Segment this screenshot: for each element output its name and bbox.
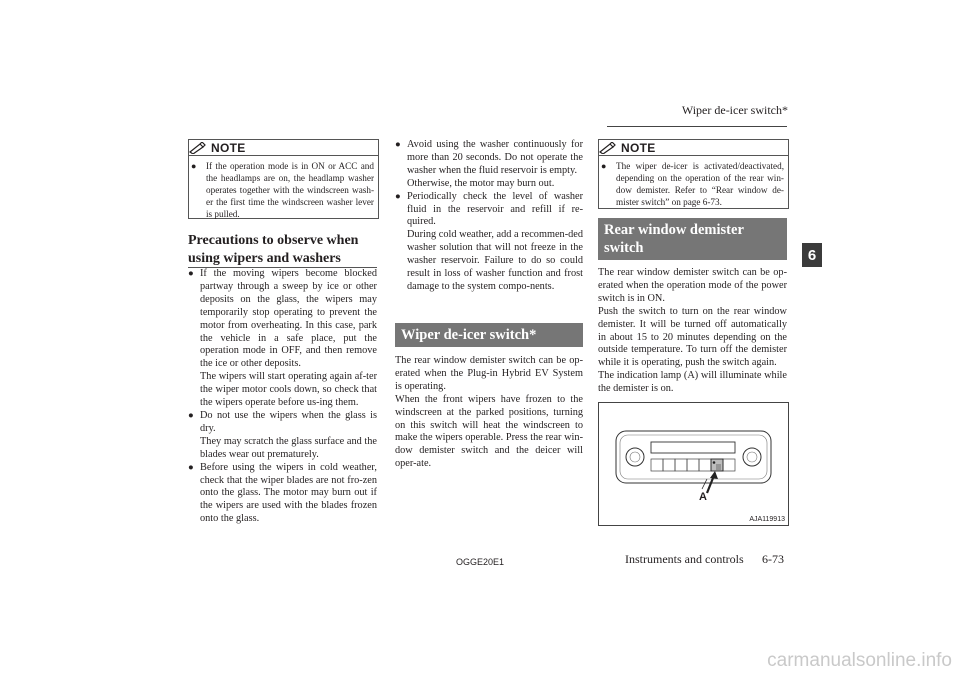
note-box [188,139,379,219]
note-label: NOTE [621,140,656,155]
paragraph: When the front wipers have frozen to the windscreen at the parked positions, turning on this switch will heat the windscreen to make the wipers operable. Press the rear win-dow demister switch and the deicer will oper-ate. [395,393,583,470]
note-label: NOTE [211,140,246,155]
washer-list [395,139,583,294]
list-item-text: If the moving wipers become blocked partway through a sweep by ice or other deposits on the glass, the wipers may temporarily stop operating to prevent the motor from overheating. In this case, park the vehicle in a safe place, put the operation mode in OFF, and then remove the ice or other deposits. [200,268,377,370]
list-item-text: Do not use the wipers when the glass is dry. [200,409,377,434]
bullet-icon: ● [601,161,607,171]
list-item [188,462,377,527]
bullet-icon: ● [188,462,194,473]
note-pencil-icon [599,142,617,154]
header-rule [607,126,787,127]
note-divider [189,155,378,156]
list-item [601,160,784,208]
note-body [601,160,784,208]
note-header [599,140,656,155]
note-text: If the operation mode is in ON or ACC and the headlamps are on, the headlamp washer operates together with the windscreen wash-er the first time the windscreen washer lever is pulled. [206,161,374,219]
paragraph: The rear window demister switch can be op-erated when the Plug-in Hybrid EV System is operating. [395,355,583,392]
paragraph: The rear window demister switch can be op-erated when the operation mode of the power switch is in ON. [598,267,787,304]
section-heading-precautions: Precautions to observe when using wipers and washers [188,233,359,266]
list-item [188,410,377,462]
bullet-icon: ● [188,410,194,421]
list-item-text: Avoid using the washer continuously for more than 20 seconds. Do not operate the washer when the fluid reservoir is empty. [407,139,583,176]
wiper-deicer-body [395,355,583,471]
bullet-icon: ● [395,140,401,150]
figure-callout-a: A [699,491,707,503]
footer-section-title: Instruments and controls [625,552,744,566]
list-item-text: Before using the wipers in cold weather, check that the wiper blades are not fro-zen onto the glass. The motor may burn out if the wipers are used with the blades frozen onto the glass. [200,461,377,525]
paragraph: Push the switch to turn on the rear window demister. It will be turned off automatically in about 15 to 20 minutes depending on the outside temperature. To turn off the demister while it is operating, push the switch again. [598,305,787,369]
note-body [191,160,374,220]
footer-doc-code: OGGE20E1 [456,557,505,567]
section-banner-wiper-deicer: Wiper de-icer switch* [395,323,583,347]
section-banner-rear-demister: Rear window demister switch [598,218,787,260]
list-item [188,268,377,410]
footer-page-number: 6-73 [762,552,784,566]
bullet-icon: ● [188,269,194,279]
paragraph: The indication lamp (A) will illuminate while the demister is on. [598,370,787,395]
bullet-icon: ● [191,161,197,171]
list-item-continuation: During cold weather, add a recommen-ded washer solution that will not freeze in the washer reservoir. Failure to do so could result in loss of washer function and frost damage to the system compo-nents. [407,229,583,292]
precautions-list [188,268,377,526]
watermark: carmanualsonline.info [767,650,952,671]
list-item-continuation: The wipers will start operating again af-ter the wiper motor cools down, so check that the wipers operate before us-ing them. [200,371,377,409]
list-item [395,139,583,191]
bullet-icon: ● [395,191,401,202]
note-box [598,139,789,209]
figure-code: AJA119913 [749,516,785,523]
list-item-continuation: They may scratch the glass surface and the blades wear out prematurely. [200,435,377,460]
list-item [395,191,583,294]
note-text: The wiper de-icer is activated/deactivated, depending on the operation of the rear win-dow demister. Refer to “Rear window de-mister switch” on page 6-73. [616,161,784,207]
control-panel-illustration [599,403,788,525]
chapter-tab: 6 [802,243,822,267]
note-header [189,140,246,155]
list-item-text: Periodically check the level of washer fluid in the reservoir and refill if re-quired. [407,190,583,228]
list-item-continuation: Otherwise, the motor may burn out. [407,177,555,189]
running-header-title: Wiper de-icer switch* [681,103,788,117]
list-item [191,160,374,220]
note-divider [599,155,788,156]
note-pencil-icon [189,142,207,154]
demister-switch-figure [598,402,789,526]
rear-demister-body [598,267,787,396]
